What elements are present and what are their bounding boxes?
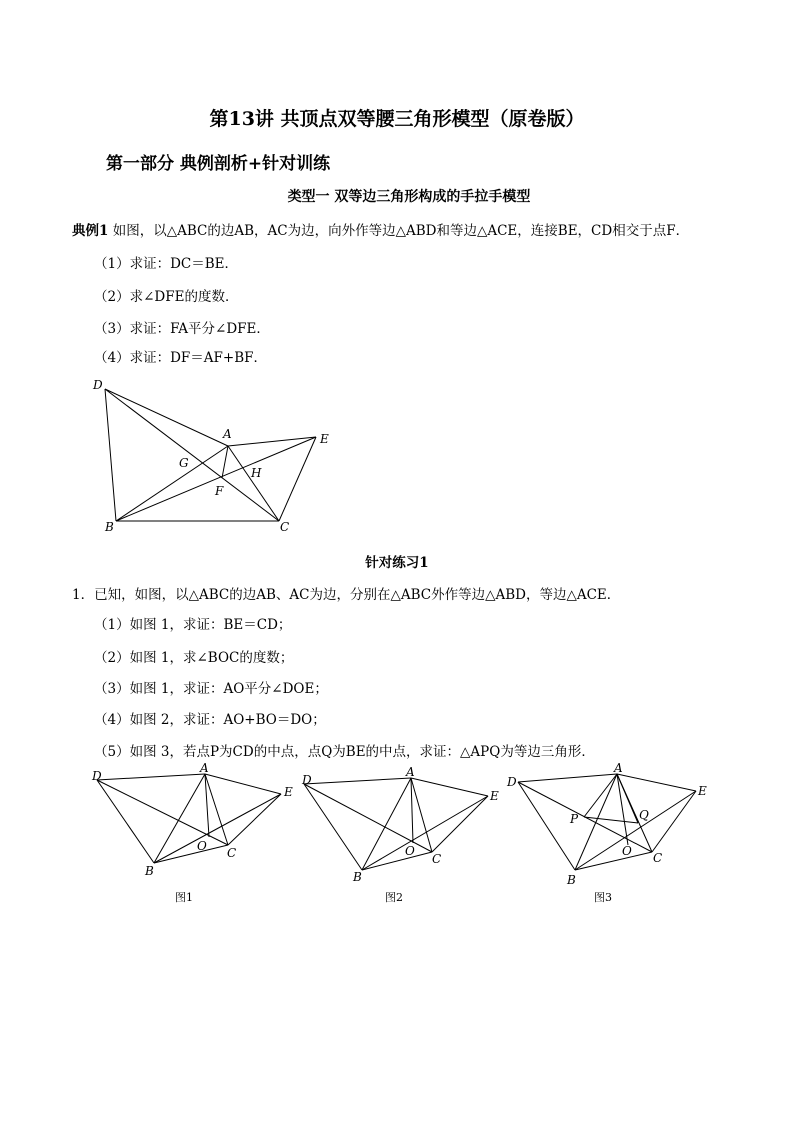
- exercise1-item-1: （1）如图 1，求证：BE＝CD；: [94, 617, 292, 633]
- fig2-label-E: E: [490, 789, 499, 803]
- label-E: E: [320, 432, 329, 446]
- example1-item-3: （3）求证：FA平分∠DFE．: [94, 321, 270, 337]
- fig3-label-P: P: [570, 812, 579, 826]
- fig3-label-D: D: [507, 775, 517, 789]
- fig1-label-E: E: [284, 785, 293, 799]
- fig3-label-Q: Q: [639, 808, 649, 822]
- fig2-caption: 图2: [385, 891, 403, 904]
- example1-item-4: （4）求证：DF＝AF+BF．: [94, 350, 267, 366]
- exercise1-item-4: （4）如图 2，求证：AO+BO＝DO；: [94, 712, 326, 728]
- fig3-label-O: O: [622, 844, 632, 858]
- fig1-label-C: C: [227, 846, 237, 860]
- label-A: A: [223, 427, 232, 441]
- label-D: D: [93, 378, 103, 392]
- type-heading: 类型一 双等边三角形构成的手拉手模型: [287, 189, 531, 205]
- fig1-label-D: D: [92, 769, 102, 783]
- example1-item-1: （1）求证：DC＝BE．: [94, 256, 239, 272]
- fig3-label-C: C: [653, 851, 663, 865]
- figure-1: [97, 774, 281, 863]
- part-heading: 第一部分 典例剖析+针对训练: [106, 154, 331, 174]
- figure-2: [304, 778, 488, 870]
- fig1-label-A: A: [200, 761, 209, 775]
- exercise1-item-5: （5）如图 3，若点P为CD的中点，点Q为BE的中点，求证：△APQ为等边三角形．: [94, 744, 595, 760]
- label-B: B: [105, 520, 114, 534]
- exercise1-item-2: （2）如图 1，求∠BOC的度数；: [94, 650, 294, 666]
- fig3-label-A: A: [614, 761, 623, 775]
- fig2-label-O: O: [405, 844, 415, 858]
- label-G: G: [179, 456, 189, 470]
- fig2-label-D: D: [302, 773, 312, 787]
- label-C: C: [280, 520, 290, 534]
- fig2-label-B: B: [353, 870, 362, 884]
- figure-3: [518, 774, 696, 870]
- fig1-caption: 图1: [175, 891, 193, 904]
- label-F: F: [215, 484, 224, 498]
- fig2-label-C: C: [432, 852, 442, 866]
- example1-text: 如图，以△ABC的边AB，AC为边，向外作等边△ABD和等边△ACE，连接BE，CD相交于点F．: [108, 223, 690, 239]
- exercise1-statement: 1．已知，如图，以△ABC的边AB、AC为边，分别在△ABC外作等边△ABD，等边△ACE．: [72, 587, 621, 603]
- exercise-title: 针对练习1: [365, 555, 429, 571]
- label-H: H: [251, 466, 262, 480]
- fig2-label-A: A: [406, 765, 415, 779]
- fig3-caption: 图3: [594, 891, 612, 904]
- page-title: 第13讲 共顶点双等腰三角形模型（原卷版）: [209, 108, 585, 130]
- exercise1-item-3: （3）如图 1，求证：AO平分∠DOE；: [94, 681, 328, 697]
- example1-item-2: （2）求∠DFE的度数．: [94, 289, 239, 305]
- fig1-label-B: B: [145, 864, 154, 878]
- fig3-label-B: B: [567, 873, 576, 887]
- example1-lead: 典例1: [72, 223, 109, 239]
- fig3-label-E: E: [698, 784, 707, 798]
- fig1-label-O: O: [197, 839, 207, 853]
